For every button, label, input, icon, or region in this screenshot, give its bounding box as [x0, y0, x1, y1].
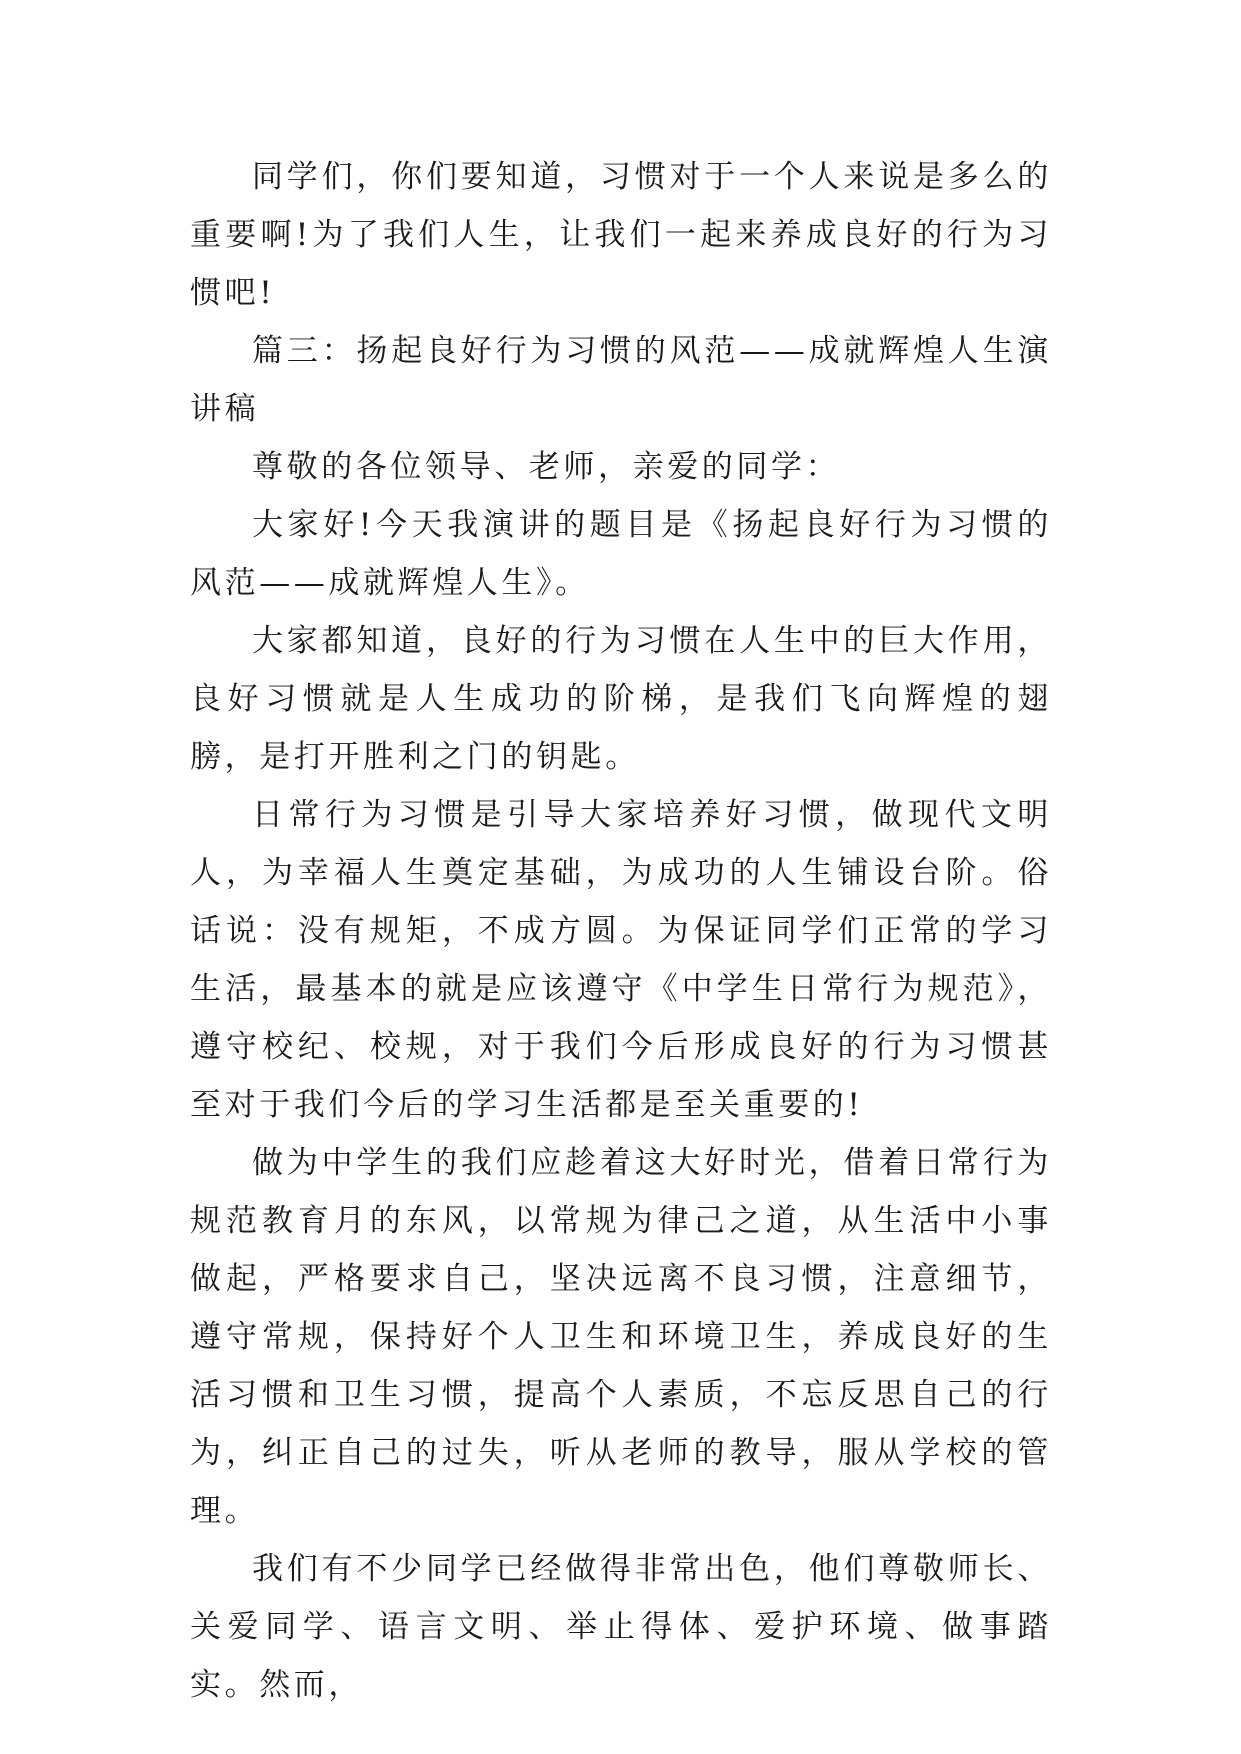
paragraph-importance: 大家都知道，良好的行为习惯在人生中的巨大作用，良好习惯就是人生成功的阶梯，是我们飞向辉煌的翅膀，是打开胜利之门的钥匙。	[190, 623, 1052, 775]
salutation: 尊敬的各位领导、老师，亲爱的同学：	[252, 449, 841, 485]
paragraph-closing-appeal: 同学们，你们要知道，习惯对于一个人来说是多么的重要啊!为了我们人生，让我们一起来养成良好的行为习惯吧!	[190, 159, 1052, 311]
document-page	[190, 148, 1052, 1714]
paragraph-examples: 我们有不少同学已经做得非常出色，他们尊敬师长、关爱同学、语言文明、举止得体、爱护环境、做事踏实。然而，	[190, 1551, 1052, 1703]
paragraph-greeting: 大家好!今天我演讲的题目是《扬起良好行为习惯的风范——成就辉煌人生》。	[190, 507, 1052, 601]
section-title: 篇三：扬起良好行为习惯的风范——成就辉煌人生演讲稿	[190, 333, 1052, 427]
paragraph-daily-habits: 日常行为习惯是引导大家培养好习惯，做现代文明人，为幸福人生奠定基础，为成功的人生铺设台阶。俗话说：没有规矩，不成方圆。为保证同学们正常的学习生活，最基本的就是应该遵守《中学生日常行为规范》，遵守校纪、校规，对于我们今后形成良好的行为习惯甚至对于我们今后的学习生活都是至关重要的!	[190, 797, 1052, 1123]
paragraph-students-action: 做为中学生的我们应趁着这大好时光，借着日常行为规范教育月的东风，以常规为律己之道，从生活中小事做起，严格要求自己，坚决远离不良习惯，注意细节，遵守常规，保持好个人卫生和环境卫生，养成良好的生活习惯和卫生习惯，提高个人素质，不忘反思自己的行为，纠正自己的过失，听从老师的教导，服从学校的管理。	[190, 1145, 1052, 1529]
